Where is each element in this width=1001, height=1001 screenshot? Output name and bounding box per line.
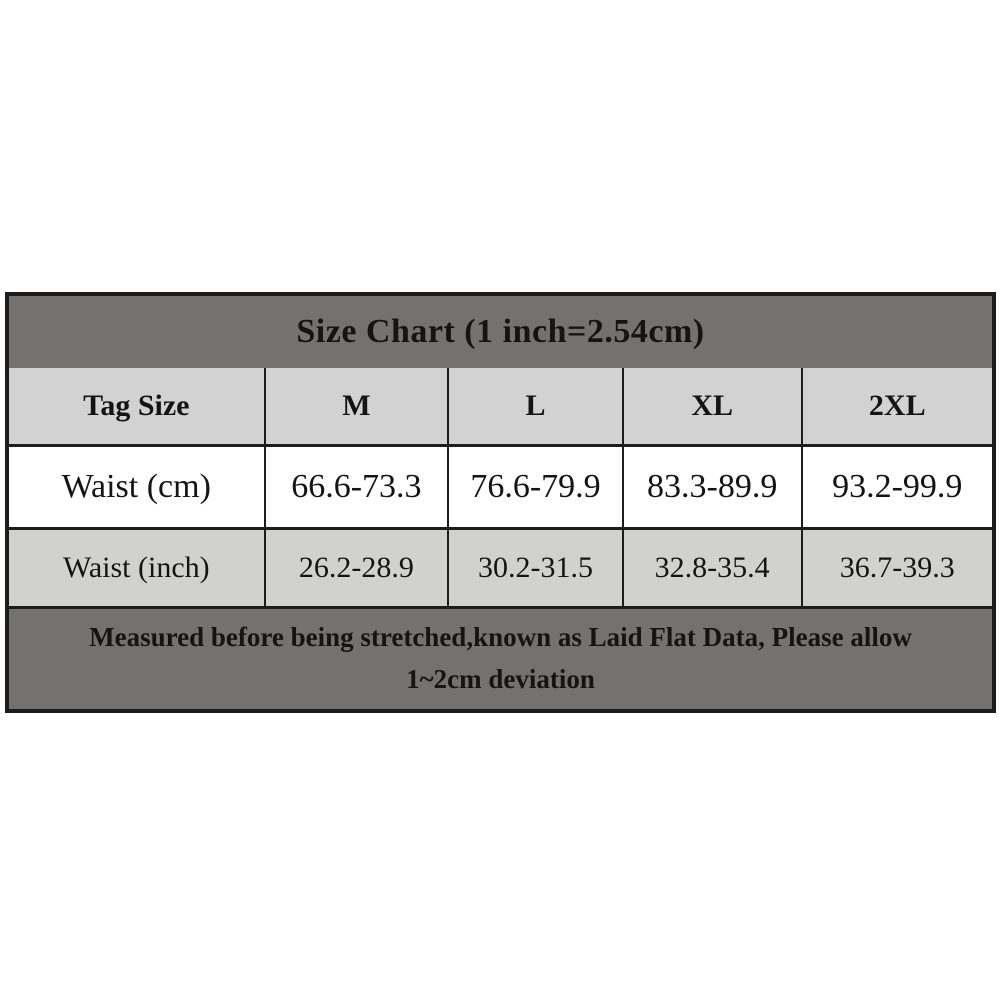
size-header-row xyxy=(7,368,994,446)
size-chart-table xyxy=(5,292,996,713)
waist-inch-2xl: 36.7-39.3 xyxy=(802,529,995,608)
column-header-size-2xl: 2XL xyxy=(802,368,995,446)
waist-cm-row xyxy=(7,446,994,529)
waist-inch-m: 26.2-28.9 xyxy=(265,529,449,608)
waist-cm-2xl: 93.2-99.9 xyxy=(802,446,995,529)
measurement-note-line1: Measured before being stretched,known as Laid Flat Data, Please allow xyxy=(89,622,912,653)
waist-inch-xl: 32.8-35.4 xyxy=(623,529,802,608)
waist-cm-l: 76.6-79.9 xyxy=(448,446,623,529)
waist-inch-row xyxy=(7,529,994,608)
size-chart-title: Size Chart (1 inch=2.54cm) xyxy=(7,294,994,368)
column-header-size-xl: XL xyxy=(623,368,802,446)
title-band xyxy=(7,294,994,368)
column-header-tag-size: Tag Size xyxy=(7,368,265,446)
waist-cm-m: 66.6-73.3 xyxy=(265,446,449,529)
measurement-note-line2: 1~2cm deviation xyxy=(406,664,595,694)
measurement-note-band xyxy=(7,608,994,712)
waist-cm-label: Waist (cm) xyxy=(7,446,265,529)
measurement-note xyxy=(7,608,994,712)
column-header-size-l: L xyxy=(448,368,623,446)
column-header-size-m: M xyxy=(265,368,449,446)
waist-cm-xl: 83.3-89.9 xyxy=(623,446,802,529)
waist-inch-l: 30.2-31.5 xyxy=(448,529,623,608)
waist-inch-label: Waist (inch) xyxy=(7,529,265,608)
